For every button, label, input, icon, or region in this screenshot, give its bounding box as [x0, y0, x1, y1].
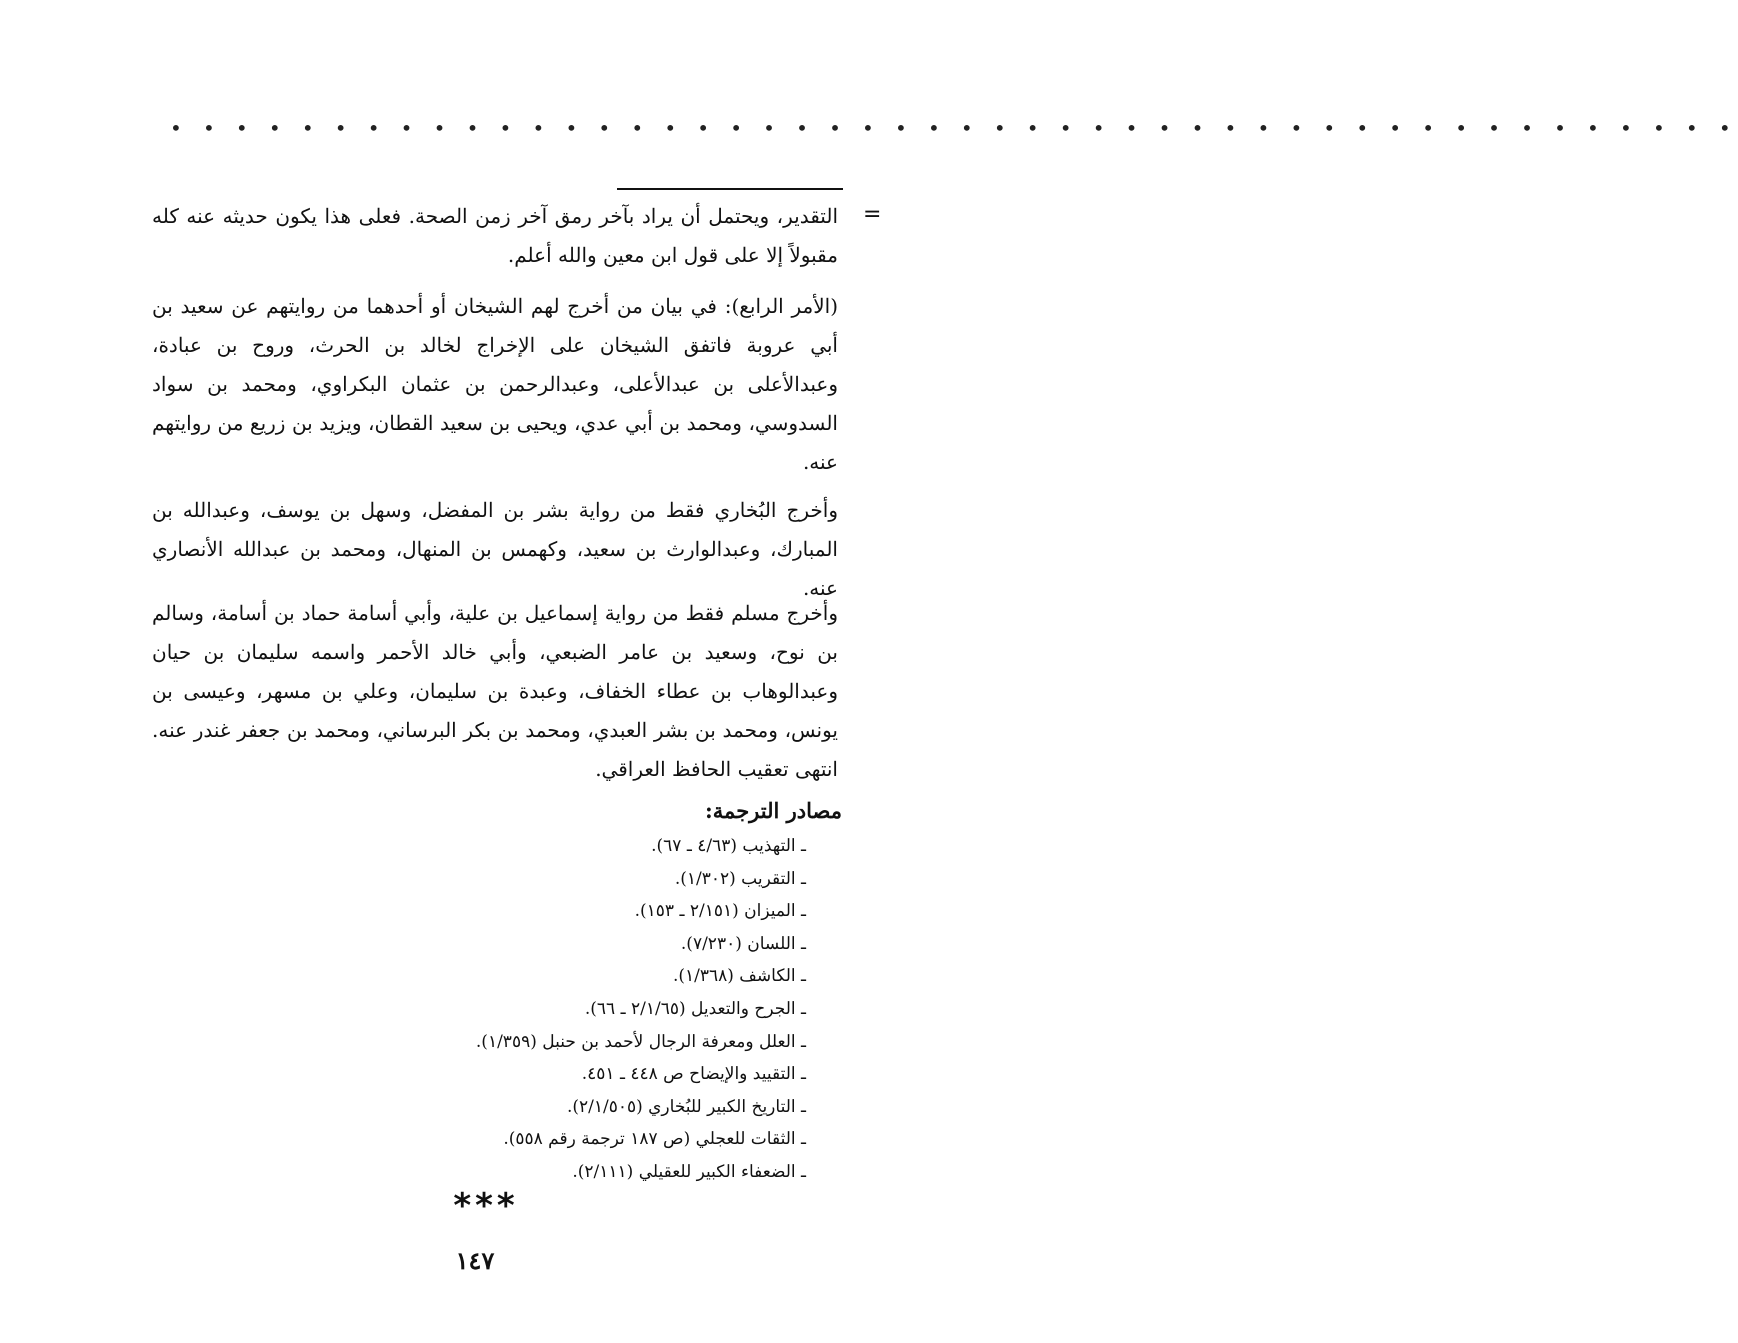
source-item: ـ التقريب (١/٣٠٢).	[674, 868, 806, 889]
sources-heading: مصادر الترجمة:	[705, 798, 842, 823]
source-item: ـ الجرح والتعديل (٢/١/٦٥ ـ ٦٦).	[584, 998, 806, 1019]
source-item: ـ اللسان (٧/٢٣٠).	[680, 933, 806, 954]
source-item: ـ الكاشف (١/٣٦٨).	[672, 966, 806, 987]
paragraph-bukhari: وأخرج البُخاري فقط من رواية بشر بن المفضل، وسهل بن يوسف، وعبدالله بن المبارك، وعبدالوارث بن سعيد، وكهمس بن المنهال، ومحمد بن عبدالله الأنصاري عنه.	[152, 498, 838, 600]
separator-dots: • • • • • • • • • • • • • • • • • • • • • • • • • • • • • • • • • • • • • • • • • • • • • • • •	[170, 116, 1738, 140]
paragraph-fourth-matter: (الأمر الرابع): في بيان من أخرج لهم الشيخان أو أحدهما من روايتهم عن سعيد بن أبي عروبة فاتفق الشيخان على الإخراج لخالد بن الحرث، وروح بن عبادة، وعبدالأعلى بن عبدالأعلى، وعبدالرحمن بن عثمان البكراوي، ومحمد بن سواد السدوسي، ومحمد بن أبي عدي، ويحيى بن سعيد القطان، ويزيد بن زريع من روايتهم عنه.	[152, 294, 838, 474]
paragraph-muslim: وأخرج مسلم فقط من رواية إسماعيل بن علية، وأبي أسامة حماد بن أسامة، وسالم بن نوح، وسعيد بن عامر الضبعي، وأبي خالد الأحمر واسمه سليمان بن حيان وعبدالوهاب بن عطاء الخفاف، وعبدة بن سليمان، وعلي بن مسهر، وعيسى بن يونس، ومحمد بن بشر العبدي، ومحمد بن بكر البرساني، ومحمد بن جعفر غندر عنه. انتهى تعقيب الحافظ العراقي.	[152, 601, 838, 781]
continuation-mark: =	[863, 202, 882, 227]
source-item: ـ الضعفاء الكبير للعقيلي (٢/١١١).	[572, 1161, 806, 1182]
end-stars: ***	[453, 1186, 519, 1226]
page-number: ١٤٧	[455, 1246, 495, 1275]
source-item: ـ التقييد والإيضاح ص ٤٤٨ ـ ٤٥١.	[581, 1064, 806, 1085]
footnote-rule	[617, 188, 843, 190]
source-item: ـ الميزان (٢/١٥١ ـ ١٥٣).	[634, 901, 806, 922]
source-item: ـ الثقات للعجلي (ص ١٨٧ ترجمة رقم ٥٥٨).	[503, 1129, 806, 1150]
source-item: ـ العلل ومعرفة الرجال لأحمد بن حنبل (١/٣٥٩).	[475, 1031, 806, 1052]
source-item: ـ التهذيب (٤/٦٣ ـ ٦٧).	[651, 836, 806, 856]
paragraph-continuation: التقدير، ويحتمل أن يراد بآخر رمق آخر زمن الصحة. فعلى هذا يكون حديثه عنه كله مقبولاً إلا على قول ابن معين والله أعلم.	[152, 204, 838, 267]
source-item: ـ التاريخ الكبير للبُخاري (٢/١/٥٠٥).	[566, 1096, 806, 1117]
sources-list	[476, 830, 806, 1189]
